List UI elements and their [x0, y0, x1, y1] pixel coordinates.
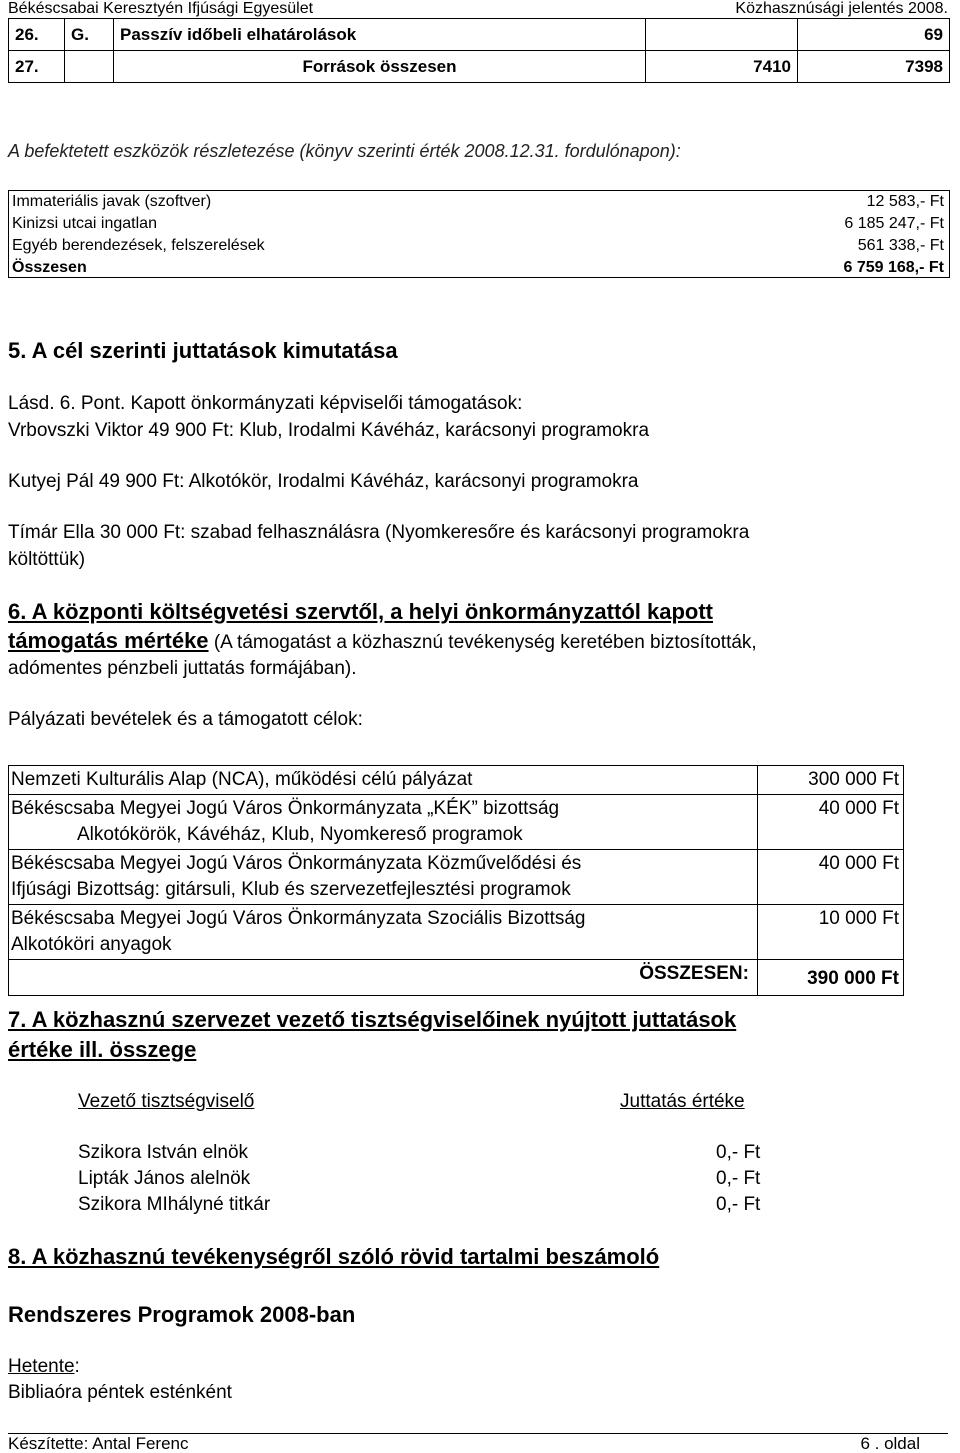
section-5-line: Vrbovszki Viktor 49 900 Ft: Klub, Irodalmi Kávéház, karácsonyi programokra: [8, 420, 650, 441]
header-organization: Békéscsabai Keresztyén Ifjúsági Egyesület: [8, 0, 314, 17]
officer-name: Lipták János alelnök: [78, 1168, 251, 1189]
section-6-heading-rest: (A támogatást a közhasznú tevékenység keretében biztosították,: [208, 632, 757, 653]
officer-name: Szikora MIhályné titkár: [78, 1194, 271, 1215]
asset-value: 12 583,- Ft: [866, 193, 944, 210]
asset-label: Kinizsi utcai ingatlan: [12, 215, 157, 232]
asset-label: Egyéb berendezések, felszerelések: [12, 237, 265, 254]
section-7-heading-line2: értéke ill. összege: [8, 1037, 197, 1062]
table-row: [9, 766, 904, 795]
footer-author: Készítette: Antal Ferenc: [8, 1434, 189, 1453]
grants-total-label: ÖSSZESEN:: [9, 960, 758, 996]
asset-value: 6 759 168,- Ft: [843, 259, 944, 276]
balance-table: [8, 18, 950, 83]
grants-table: [8, 765, 904, 996]
row-code: G.: [65, 19, 114, 51]
grant-line: Alkotóköri anyagok: [11, 934, 172, 955]
section-5-heading: 5. A cél szerinti juttatások kimutatása: [8, 338, 398, 363]
section-6-heading: 6. A központi költségvetési szervtől, a helyi önkormányzattól kapott: [8, 599, 713, 624]
section-6-line: adómentes pénzbeli juttatás formájában).: [8, 658, 357, 679]
section-5-line: Kutyej Pál 49 900 Ft: Alkotókör, Irodalmi Kávéház, karácsonyi programokra: [8, 471, 639, 492]
grant-line: Békéscsaba Megyei Jogú Város Önkormányzata Közművelődési és: [11, 853, 582, 874]
row-code: [65, 51, 114, 83]
weekly-label-colon: :: [74, 1356, 80, 1377]
table-row: [9, 191, 949, 213]
section-6-heading-strong: támogatás mértéke: [8, 628, 209, 653]
grant-description: [9, 795, 758, 850]
table-row: [9, 19, 950, 51]
grant-amount: 40 000 Ft: [758, 795, 904, 850]
row-number: 27.: [9, 51, 65, 83]
table-row: [9, 51, 950, 83]
value-column-header: Juttatás értéke: [620, 1091, 745, 1112]
weekly-item: Bibliaóra péntek esténként: [8, 1382, 232, 1403]
grant-line: Alkotókörök, Kávéház, Klub, Nyomkereső programok: [77, 824, 523, 845]
section-8-subheading: Rendszeres Programok 2008-ban: [8, 1302, 356, 1327]
weekly-label-text: Hetente: [8, 1356, 75, 1377]
section-7-heading: 7. A közhasznú szervezet vezető tisztségviselőinek nyújtott juttatások: [8, 1007, 737, 1032]
grant-amount: 10 000 Ft: [758, 905, 904, 960]
row-label: Források összesen: [114, 51, 646, 83]
row-label: Passzív időbeli elhatárolások: [114, 19, 646, 51]
row-prev-value: 7410: [646, 51, 798, 83]
grant-line: Békéscsaba Megyei Jogú Város Önkormányzata „KÉK” bizottság: [11, 798, 560, 819]
table-row: [9, 905, 904, 960]
grant-description: [9, 766, 758, 795]
weekly-label: [8, 1356, 80, 1378]
row-prev-value: [646, 19, 798, 51]
table-row: [9, 850, 904, 905]
table-row-total: [9, 257, 949, 279]
section-5-line: Tímár Ella 30 000 Ft: szabad felhasználásra (Nyomkeresőre és karácsonyi programokra: [8, 522, 750, 543]
row-curr-value: 69: [798, 19, 950, 51]
table-row: [9, 795, 904, 850]
assets-intro: A befektetett eszközök részletezése (könyv szerinti érték 2008.12.31. fordulónapon):: [8, 141, 681, 161]
assets-table: [8, 190, 950, 278]
table-row: [9, 213, 949, 235]
grant-description: [9, 850, 758, 905]
header-report-title: Közhasznúsági jelentés 2008.: [735, 0, 948, 17]
table-row-total: [9, 960, 904, 996]
footer-page-number: 6 . oldal: [860, 1434, 920, 1453]
section-6-heading-line2: [8, 628, 757, 654]
grants-total-amount: 390 000 Ft: [758, 960, 904, 996]
asset-label: Összesen: [12, 259, 87, 276]
grant-line: Ifjúsági Bizottság: gitársuli, Klub és szervezetfejlesztési programok: [11, 879, 571, 900]
asset-value: 561 338,- Ft: [857, 237, 944, 254]
section-8-heading: 8. A közhasznú tevékenységről szóló rövid tartalmi beszámoló: [8, 1244, 660, 1269]
section-5-line: költöttük): [8, 549, 86, 570]
grants-intro: Pályázati bevételek és a támogatott célok:: [8, 709, 363, 730]
asset-label: Immateriális javak (szoftver): [12, 193, 212, 210]
grant-amount: 40 000 Ft: [758, 850, 904, 905]
officer-value: 0,- Ft: [716, 1194, 761, 1215]
row-number: 26.: [9, 19, 65, 51]
officer-value: 0,- Ft: [716, 1142, 761, 1163]
asset-value: 6 185 247,- Ft: [844, 215, 944, 232]
officer-column-header: Vezető tisztségviselő: [78, 1091, 255, 1112]
grant-line: Békéscsaba Megyei Jogú Város Önkormányzata Szociális Bizottság: [11, 908, 586, 929]
row-curr-value: 7398: [798, 51, 950, 83]
table-row: [9, 235, 949, 257]
section-5-line: Lásd. 6. Pont. Kapott önkormányzati képviselői támogatások:: [8, 393, 523, 414]
grant-amount: 300 000 Ft: [758, 766, 904, 795]
officer-name: Szikora István elnök: [78, 1142, 249, 1163]
officer-value: 0,- Ft: [716, 1168, 761, 1189]
grant-description: [9, 905, 758, 960]
grant-line: Nemzeti Kulturális Alap (NCA), működési célú pályázat: [11, 769, 473, 790]
